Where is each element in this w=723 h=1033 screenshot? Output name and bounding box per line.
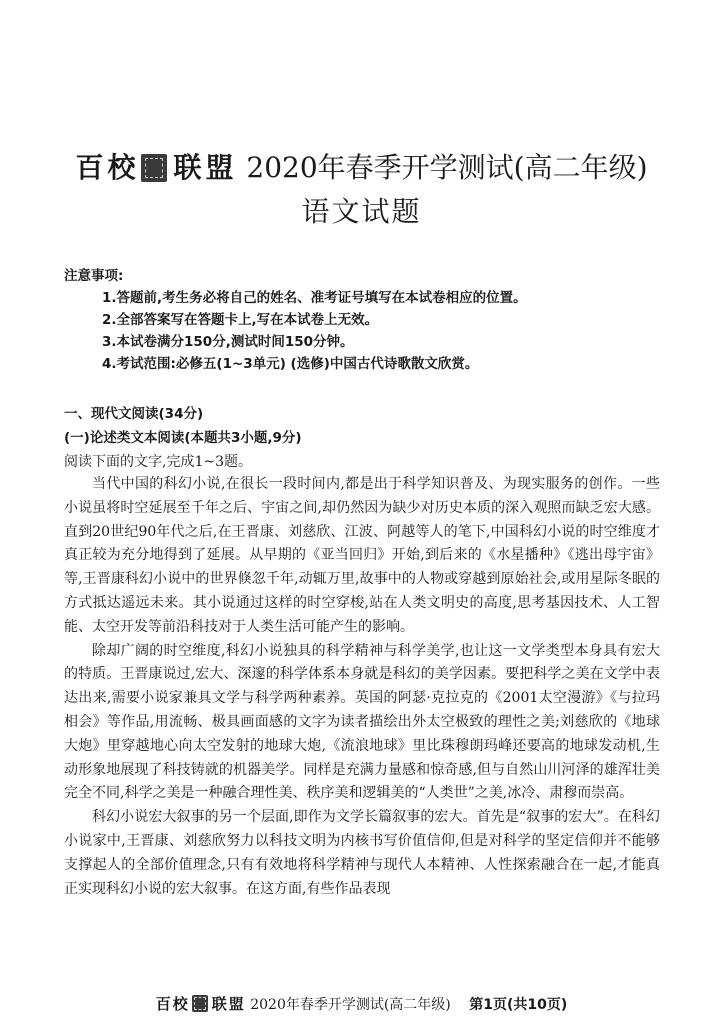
title-line	[0, 150, 723, 186]
passage-paragraph: 当代中国的科幻小说,在很长一段时间内,都是出于科学知识普及、为现实服务的创作。一些小说虽将时空延展至千年之后、宇宙之间,却仍然因为缺少对历史本质的深入观照而缺乏宏大感。直到20世纪90年代之后,在王晋康、刘慈欣、江波、阿越等人的笔下,中国科幻小说的时空维度才真正较为充分地得到了延展。从早期的《亚当回归》开始,到后来的《水星播种》《逃出母宇宙》等,王晋康科幻小说中的世界倏忽千年,动辄万里,故事中的人物或穿越到原始社会,或用星际冬眠的方式抵达遥远未来。其小说通过这样的时空穿梭,站在人类文明史的高度,思考基因技术、人工智能、太空开发等前沿科技对于人类生活可能产生的影响。	[64, 476, 660, 635]
section-title: 一、现代文阅读(34分)	[64, 406, 204, 422]
subject-title: 语文试题	[301, 195, 422, 228]
brand-name-left: 百校	[75, 151, 140, 184]
passage-paragraph: 科幻小说宏大叙事的另一个层面,即作为文学长篇叙事的宏大。首先是“叙事的宏大”。在科幻小说家中,王晋康、刘慈欣努力以科技文明为内核书写价值信仰,但是对科学的坚定信仰并不能够支撑起人的全部价值理念,只有有效地将科学精神与现代人本精神、人性探索融合在一起,才能真正实现科幻小说的宏大叙事。在这方面,有些作品表现	[64, 809, 660, 897]
footer-brand-right: 联盟	[211, 995, 246, 1013]
seal-logo-icon	[141, 154, 167, 182]
notice-heading: 注意事项:	[64, 268, 124, 284]
notice-item: 2.全部答案写在答题卡上,写在本试卷上无效。	[102, 312, 379, 328]
page-number: 第1页(共10页)	[469, 997, 568, 1013]
notice-block	[64, 265, 664, 375]
footer-exam-title: 2020年春季开学测试(高二年级)	[250, 997, 451, 1013]
page-footer	[0, 993, 723, 1016]
notice-item: 3.本试卷满分150分,测试时间150分钟。	[102, 334, 354, 350]
notice-item: 1.答题前,考生务必将自己的姓名、准考证号填写在本试卷相应的位置。	[102, 290, 527, 306]
subsection-title: (一)论述类文本阅读(本题共3小题,9分)	[64, 430, 302, 446]
notice-item: 4.考试范围:必修五(1~3单元) (选修)中国古代诗歌散文欣赏。	[102, 356, 479, 372]
brand-name-right: 联盟	[173, 151, 238, 184]
footer-seal-logo-icon	[192, 995, 208, 1012]
reading-instruction: 阅读下面的文字,完成1~3题。	[64, 454, 252, 470]
passage-paragraph: 除却广阔的时空维度,科幻小说独具的科学精神与科学美学,也让这一文学类型本身具有宏大的特质。王晋康说过,宏大、深邃的科学体系本身就是科幻的美学因素。要把科学之美在文学中表达出来,需要小说家兼具文学与科学两种素养。英国的阿瑟·克拉克的《2001太空漫游》《与拉玛相会》等作品,用流畅、极具画面感的文字为读者描绘出外太空极致的理性之美;刘慈欣的《地球大炮》里穿越地心向太空发射的地球大炮,《流浪地球》里比珠穆朗玛峰还要高的地球发动机,生动形象地展现了科技铸就的机器美学。同样是充满力量感和惊奇感,但与自然山川河泽的雄浑壮美完全不同,科学之美是一种融合理性美、秩序美和逻辑美的“人类世”之美,冰冷、肃穆而崇高。	[64, 642, 660, 802]
exam-header	[0, 150, 723, 230]
footer-brand-left: 百校	[155, 995, 190, 1013]
exam-title: 2020年春季开学测试(高二年级)	[246, 151, 648, 184]
reading-passage	[64, 473, 660, 901]
